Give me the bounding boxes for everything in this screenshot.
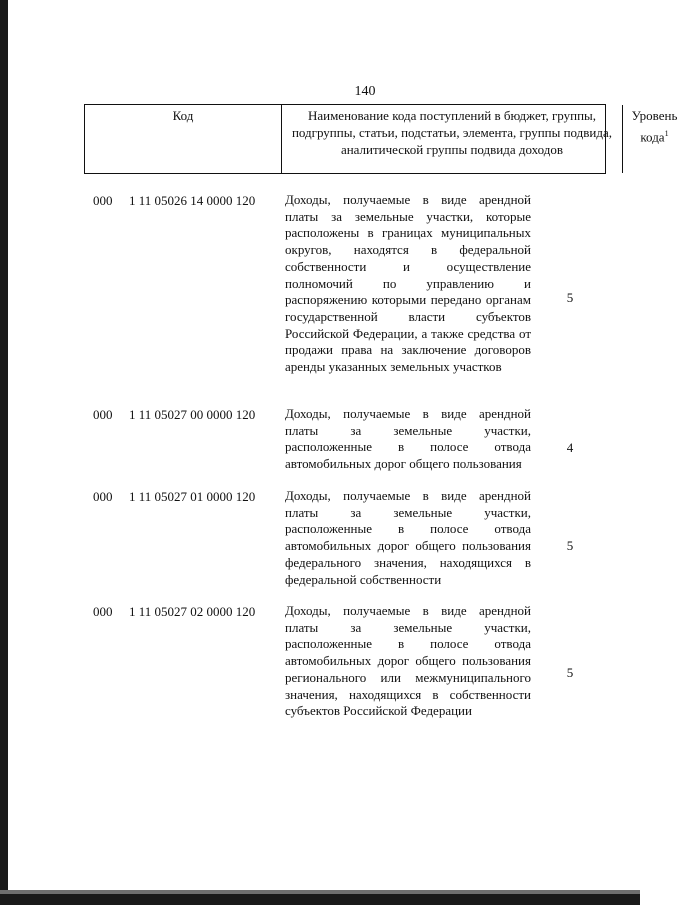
row-admin-code: 000 (93, 407, 113, 422)
scan-edge-left (0, 0, 8, 905)
header-name: Наименование кода поступлений в бюджет, группы, подгруппы, статьи, подстатьи, элемента, группы подвида, аналитической группы подвида доходов (282, 105, 623, 173)
row-description: Доходы, получаемые в виде арендной платы за земельные участки, расположенные в полосе отвода автомобильных дорог общего пользования регионального или межмуниципального значения, находящихся в собственности субъектов Российской Федерации (285, 603, 531, 719)
row-level: 5 (566, 290, 574, 305)
row-admin-code: 000 (93, 489, 113, 504)
header-level (620, 105, 689, 173)
row-level: 4 (566, 440, 574, 455)
row-revenue-code: 1 11 05027 01 0000 120 (129, 489, 256, 504)
row-revenue-code: 1 11 05027 02 0000 120 (129, 604, 256, 619)
row-description: Доходы, получаемые в виде арендной платы за земельные участки, расположенные в полосе отвода автомобильных дорог общего пользования федерального значения, находящихся в федеральной собственности (285, 488, 531, 587)
row-description: Доходы, получаемые в виде арендной платы за земельные участки, расположенные в полосе отвода автомобильных дорог общего пользования (285, 406, 531, 472)
header-level-footnote: 1 (664, 129, 669, 138)
header-level-label: Уровень кода (631, 108, 678, 145)
scan-edge-bottom (0, 894, 640, 905)
header-code: Код (85, 105, 282, 173)
row-admin-code: 000 (93, 193, 113, 208)
row-level: 5 (566, 538, 574, 553)
row-admin-code: 000 (93, 604, 113, 619)
page-number: 140 (354, 84, 376, 99)
row-description: Доходы, получаемые в виде арендной платы за земельные участки, которые расположены в границах муниципальных округов, находятся в федеральной собственности и осуществление полномочий по управлению и распоряжению которыми передано органам государственной власти субъектов Российской Федерации, а также средства от продажи права на заключение договоров аренды указанных земельных участков (285, 192, 531, 375)
row-level: 5 (566, 665, 574, 680)
row-revenue-code: 1 11 05026 14 0000 120 (129, 193, 256, 208)
row-revenue-code: 1 11 05027 00 0000 120 (129, 407, 256, 422)
table-header (84, 104, 678, 174)
